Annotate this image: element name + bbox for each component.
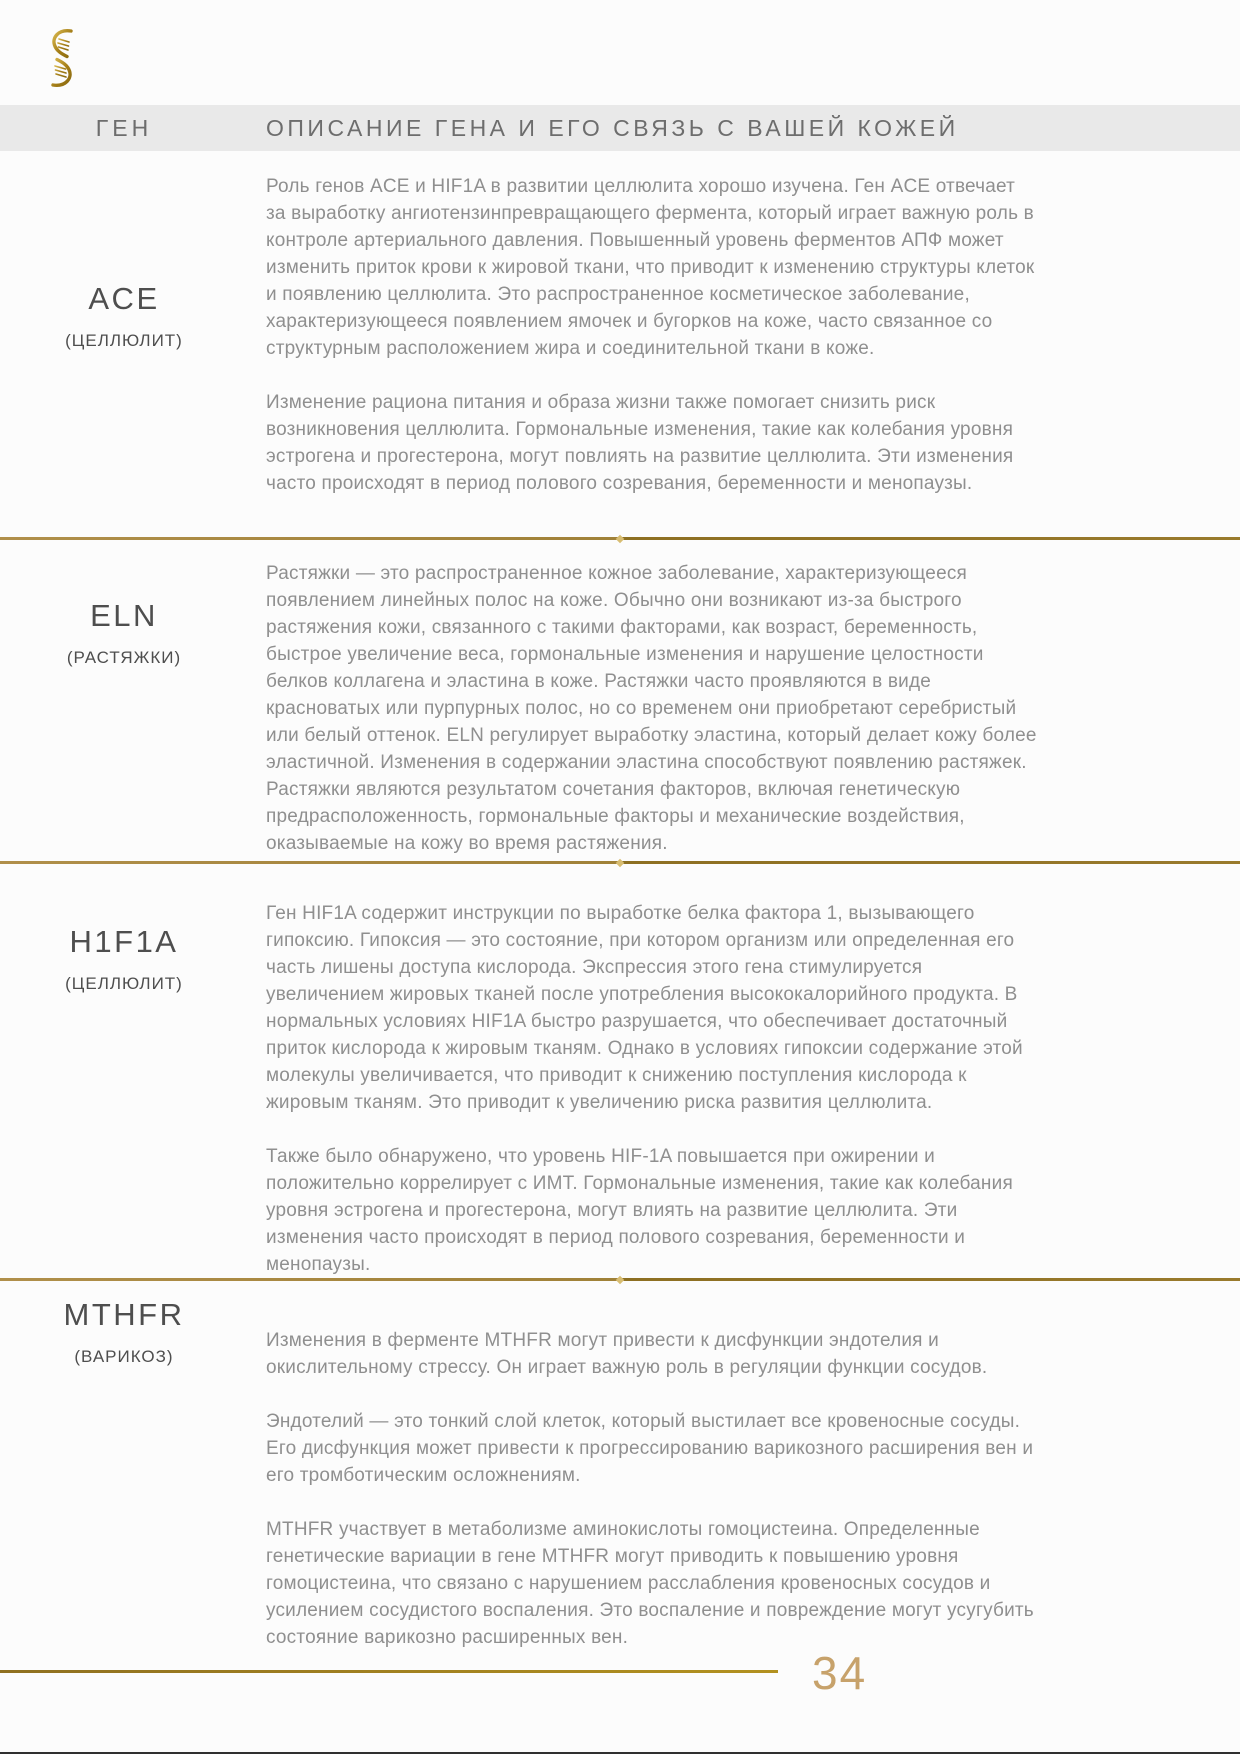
description-paragraph: Ген HIF1A содержит инструкции по выработке белка фактора 1, вызывающего гипоксию. Гипоксия — это состояние, при котором организм или определенная его часть лишены доступа кислорода. Экспрессия этого гена стимулируется увеличением жировых тканей после употребления высококалорийного продукта. В нормальных условиях HIF1A быстро разрушается, что обеспечивает достаточный приток кислорода к жировым тканям. Однако в условиях гипоксии содержание этой молекулы увеличивается, что приводит к снижению поступления кислорода к жировым тканям. Это приводит к увеличению риска развития целлюлита. — [266, 903, 1023, 1113]
gene-cell — [0, 540, 248, 861]
gene-name: H1F1A — [69, 924, 179, 959]
gene-name: ELN — [90, 598, 158, 633]
gene-name: MTHFR — [63, 1297, 185, 1332]
description-paragraph: Изменение рациона питания и образа жизни также помогает снизить риск возникновения целлюлита. Гормональные изменения, такие как колебания уровня эстрогена и прогестерона, могут повлиять на развитие целлюлита. Эти изменения часто происходят в период полового созревания, беременности и менопаузы. — [266, 392, 1014, 494]
description-paragraph: Также было обнаружено, что уровень HIF-1A повышается при ожирении и положительно коррелирует с ИМТ. Гормональные изменения, такие как колебания уровня эстрогена и прогестерона, могут влиять на развитие целлюлита. Эти изменения часто происходят в период полового созревания, беременности и менопаузы. — [266, 1146, 1013, 1275]
gene-description — [248, 1281, 1078, 1659]
description-paragraph: MTHFR участвует в метаболизме аминокислоты гомоцистеина. Определенные генетические вариации в гене MTHFR могут приводить к повышению уровня гомоцистеина, что связано с нарушением расслабления кровеносных сосудов и усилением сосудистого воспаления. Это воспаление и повреждение могут усугубить состояние варикозно расширенных вен. — [266, 1519, 1034, 1648]
gene-row-mthfr — [0, 1281, 1240, 1659]
gene-cell — [0, 864, 248, 1278]
gene-cell — [0, 1281, 248, 1659]
gene-description — [248, 864, 1078, 1278]
description-paragraph: Роль генов ACE и HIF1A в развитии целлюлита хорошо изучена. Ген ACE отвечает за выработку ангиотензинпревращающего фермента, который играет важную роль в контроле артериального давления. Повышенный уровень ферментов АПФ может изменить приток крови к жировой ткани, что приводит к изменению структуры клеток и появлению целлюлита. Это распространенное косметическое заболевание, характеризующееся появлением ямочек и бугорков на коже, часто связанное со структурным расположением жира и соединительной ткани в коже. — [266, 176, 1035, 359]
gene-description — [248, 540, 1078, 861]
table-header — [0, 105, 1240, 151]
gene-cell — [0, 151, 248, 537]
gene-row-ace — [0, 151, 1240, 537]
description-paragraph: Эндотелий — это тонкий слой клеток, который выстилает все кровеносные сосуды. Его дисфункция может привести к прогрессированию варикозного расширения вен и его тромботическим осложнениям. — [266, 1411, 1034, 1486]
gene-description — [248, 151, 1078, 537]
description-paragraph: Растяжки — это распространенное кожное заболевание, характеризующееся появлением линейных полос на коже. Обычно они возникают из-за быстрого растяжения кожи, связанного с такими факторами, как возраст, беременность, быстрое увеличение веса, гормональные изменения и нарушение целостности белков коллагена и эластина в коже. Растяжки часто проявляются в виде красноватых или пурпурных полос, но со временем они приобретают серебристый или белый оттенок. ELN регулирует выработку эластина, который делает кожу более эластичной. Изменения в содержании эластина способствуют появлению растяжек. Растяжки являются результатом сочетания факторов, включая генетическую предрасположенность, гормональные факторы и механические воздействия, оказываемые на кожу во время растяжения. — [266, 563, 1037, 854]
gene-tag: (ВАРИКОЗ) — [74, 1347, 174, 1366]
gene-tag: (РАСТЯЖКИ) — [66, 648, 182, 667]
header-description-column: ОПИСАНИЕ ГЕНА И ЕГО СВЯЗЬ С ВАШЕЙ КОЖЕЙ — [266, 114, 959, 141]
gene-tag: (ЦЕЛЛЮЛИТ) — [65, 974, 183, 993]
footer-rule — [0, 1670, 778, 1673]
dna-helix-icon — [46, 28, 78, 88]
page-number: 34 — [812, 1647, 868, 1699]
gene-table — [0, 105, 1240, 1659]
gene-row-eln — [0, 540, 1240, 861]
gene-row-h1f1a — [0, 864, 1240, 1278]
description-paragraph: Изменения в ферменте MTHFR могут привести к дисфункции эндотелия и окислительному стрессу. Он играет важную роль в регуляции функции сосудов. — [266, 1330, 988, 1378]
gene-name: ACE — [88, 281, 160, 316]
header-gene-column: ГЕН — [95, 114, 153, 141]
gene-tag: (ЦЕЛЛЮЛИТ) — [65, 331, 183, 350]
